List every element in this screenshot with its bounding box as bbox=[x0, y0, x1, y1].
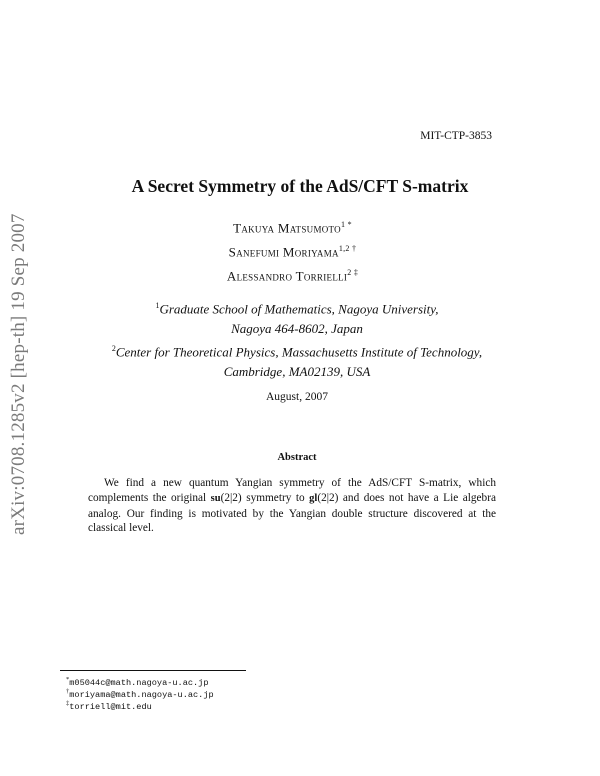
footnote-rule bbox=[60, 670, 246, 671]
affiliation-line: $^1$Graduate School of Mathematics, Nagoya University, bbox=[155, 301, 439, 317]
author-marks: 1 * bbox=[340, 220, 352, 229]
author-name: Alessandro Torrielli bbox=[226, 268, 348, 284]
author-name: Sanefumi Moriyama bbox=[228, 244, 339, 260]
su-algebra: su bbox=[210, 492, 221, 504]
author-marks: 2 ‡ bbox=[347, 268, 359, 277]
affiliation-line: $^2$Center for Theoretical Physics, Massachusetts Institute of Technology, bbox=[111, 344, 483, 360]
affiliation-line: Cambridge, MA02139, USA bbox=[223, 364, 371, 380]
affiliation-line: Nagoya 464-8602, Japan bbox=[231, 321, 363, 337]
arxiv-identifier-stamp: arXiv:0708.1285v2 [hep-th] 19 Sep 2007 bbox=[8, 213, 29, 535]
author-3 bbox=[0, 268, 585, 284]
footnote-mark: ‡ bbox=[66, 700, 70, 707]
affiliation-mark: 2 bbox=[111, 344, 116, 353]
affiliation-2 bbox=[0, 339, 594, 382]
affiliation-1 bbox=[0, 296, 594, 339]
date: August, 2007 bbox=[266, 391, 328, 403]
footnote-mark: * bbox=[66, 676, 70, 683]
abstract-heading: Abstract bbox=[277, 452, 317, 463]
abstract-paragraph: We find a new quantum Yangian symmetry of the AdS/CFT S-matrix, which complements the original su(2|2) symmetry to gl(2|2) and does not have a Lie algebra analog. Our finding is motivated by the Yangian double structure discovered at the classical level. bbox=[88, 477, 496, 535]
author-marks: 1,2 † bbox=[338, 244, 357, 253]
author-1 bbox=[0, 220, 585, 236]
paper-title: A Secret Symmetry of the AdS/CFT S-matrix bbox=[131, 176, 469, 196]
footnote-email-1: *m05044c@math.nagoya-u.ac.jp bbox=[66, 676, 209, 688]
gl-algebra: gl bbox=[309, 492, 318, 504]
abstract-body bbox=[88, 476, 496, 536]
footnote-email-3: ‡torriell@mit.edu bbox=[66, 700, 152, 712]
author-name: Takuya Matsumoto bbox=[233, 220, 341, 236]
author-2 bbox=[0, 244, 585, 260]
footnote-mark: † bbox=[66, 688, 70, 695]
report-number: MIT-CTP-3853 bbox=[420, 130, 492, 142]
affiliation-mark: 1 bbox=[155, 301, 160, 310]
footnote-email-2: †moriyama@math.nagoya-u.ac.jp bbox=[66, 688, 214, 700]
